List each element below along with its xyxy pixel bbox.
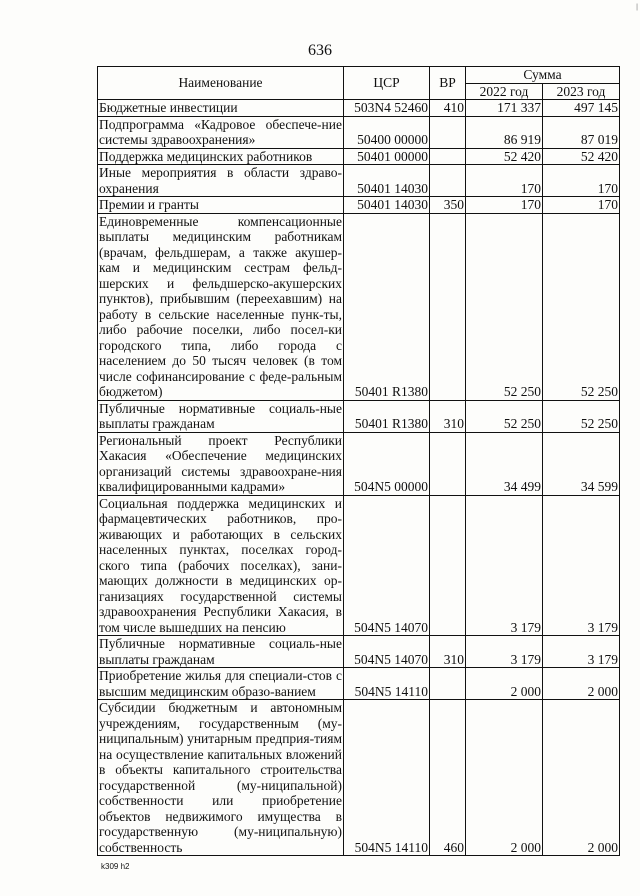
table-header bbox=[98, 67, 620, 100]
row-sum-2022: 3 179 bbox=[466, 495, 543, 636]
table-row bbox=[98, 148, 620, 165]
row-sum-2023: 34 599 bbox=[543, 432, 620, 495]
table-row bbox=[98, 700, 620, 856]
row-sum-2022: 3 179 bbox=[466, 636, 543, 668]
row-name: Бюджетные инвестиции bbox=[98, 100, 344, 117]
row-csr: 50401 R1380 bbox=[344, 213, 430, 400]
row-vr: 310 bbox=[430, 636, 466, 668]
row-csr: 504N5 00000 bbox=[344, 432, 430, 495]
row-csr: 50400 00000 bbox=[344, 116, 430, 148]
row-vr bbox=[430, 165, 466, 197]
table-row bbox=[98, 432, 620, 495]
row-name: Публичные нормативные социаль-ные выплаты гражданам bbox=[99, 636, 342, 667]
row-sum-2023: 170 bbox=[543, 165, 620, 197]
row-sum-2022: 52 420 bbox=[466, 148, 543, 165]
row-vr bbox=[430, 668, 466, 700]
table-row bbox=[98, 495, 620, 636]
row-name: Региональный проект Республики Хакасия «Обеспечение медицинских организаций системы здравоохране-ния квалифицированными кадрами» bbox=[99, 432, 342, 494]
row-name: Субсидии бюджетным и автономным учреждениям, государственным (му-ниципальным) унитарным предприя-тиям на осуществление капитальных вложений в объекты капитального строительства государственной (му-ниципальной) собственности или приобретение объектов недвижимого имущества в государственную (му-ниципальную) собственность bbox=[99, 700, 342, 855]
row-sum-2023: 170 bbox=[543, 197, 620, 214]
row-vr bbox=[430, 148, 466, 165]
row-sum-2023: 2 000 bbox=[543, 700, 620, 856]
row-name: Подпрограмма «Кадровое обеспече-ние системы здравоохранения» bbox=[99, 116, 342, 147]
row-vr: 350 bbox=[430, 197, 466, 214]
table-row bbox=[98, 400, 620, 432]
row-sum-2023: 3 179 bbox=[543, 636, 620, 668]
row-name: Единовременные компенсационные выплаты медицинским работникам (врачам, фельдшерам, а также акушер-кам и медицинским сестрам фельд-шерских и фельдшерско-акушерских пунктов), прибывшим (переехавшим) на работу в сельские населенные пунк-ты, либо рабочие поселки, либо посел-ки городского типа, либо города с населением до 50 тысяч человек (в том числе софинансирование с феде-ральным бюджетом) bbox=[99, 213, 342, 399]
row-vr: 410 bbox=[430, 100, 466, 117]
row-sum-2023: 87 019 bbox=[543, 116, 620, 148]
budget-table bbox=[97, 66, 620, 856]
row-csr: 504N5 14110 bbox=[344, 668, 430, 700]
row-sum-2023: 52 250 bbox=[543, 213, 620, 400]
row-csr: 50401 00000 bbox=[344, 148, 430, 165]
row-name: Публичные нормативные социаль-ные выплаты гражданам bbox=[99, 400, 342, 431]
row-vr: 460 bbox=[430, 700, 466, 856]
row-csr: 504N5 14070 bbox=[344, 495, 430, 636]
row-sum-2022: 171 337 bbox=[466, 100, 543, 117]
row-sum-2023: 3 179 bbox=[543, 495, 620, 636]
row-name: Поддержка медицинских работников bbox=[98, 148, 344, 165]
row-sum-2022: 34 499 bbox=[466, 432, 543, 495]
row-csr: 504N5 14110 bbox=[344, 700, 430, 856]
header-row-1 bbox=[98, 67, 620, 84]
row-vr bbox=[430, 213, 466, 400]
row-vr bbox=[430, 432, 466, 495]
row-sum-2022: 52 250 bbox=[466, 400, 543, 432]
header-name: Наименование bbox=[98, 67, 344, 100]
table-row bbox=[98, 197, 620, 214]
row-vr bbox=[430, 116, 466, 148]
row-sum-2023: 2 000 bbox=[543, 668, 620, 700]
row-vr: 310 bbox=[430, 400, 466, 432]
header-year-2022: 2022 год bbox=[466, 83, 543, 100]
row-name: Приобретение жилья для специали-стов с высшим медицинским образо-ванием bbox=[99, 668, 342, 699]
header-vr: ВР bbox=[430, 67, 466, 100]
table-body bbox=[98, 100, 620, 856]
row-vr bbox=[430, 495, 466, 636]
row-name: Иные мероприятия в области здраво-охранения bbox=[99, 165, 342, 196]
table-row bbox=[98, 116, 620, 148]
header-year-2023: 2023 год bbox=[543, 83, 620, 100]
row-sum-2022: 86 919 bbox=[466, 116, 543, 148]
table-row bbox=[98, 100, 620, 117]
header-sum: Сумма bbox=[466, 67, 620, 84]
table-row bbox=[98, 213, 620, 400]
row-csr: 50401 R1380 bbox=[344, 400, 430, 432]
row-name: Социальная поддержка медицинских и фармацевтических работников, про-живающих и работающих в сельских населенных пунктах, поселках город-ского типа (рабочих поселках), зани-мающих должности в медицинских ор-ганизациях государственной системы здравоохранения Республики Хакасия, в том числе вышедших на пенсию bbox=[99, 495, 342, 635]
header-csr: ЦСР bbox=[344, 67, 430, 100]
scan-margin-mark: | bbox=[636, 4, 638, 11]
row-name: Премии и гранты bbox=[98, 197, 344, 214]
row-sum-2022: 170 bbox=[466, 197, 543, 214]
row-csr: 50401 14030 bbox=[344, 197, 430, 214]
row-csr: 504N5 14070 bbox=[344, 636, 430, 668]
row-csr: 503N4 52460 bbox=[344, 100, 430, 117]
row-sum-2023: 497 145 bbox=[543, 100, 620, 117]
row-sum-2022: 2 000 bbox=[466, 700, 543, 856]
row-sum-2022: 52 250 bbox=[466, 213, 543, 400]
page-number: 636 bbox=[308, 42, 332, 59]
table-row bbox=[98, 165, 620, 197]
footer-code: k309 h2 bbox=[101, 862, 130, 871]
table-row bbox=[98, 668, 620, 700]
row-sum-2023: 52 250 bbox=[543, 400, 620, 432]
row-csr: 50401 14030 bbox=[344, 165, 430, 197]
row-sum-2022: 170 bbox=[466, 165, 543, 197]
table-row bbox=[98, 636, 620, 668]
row-sum-2022: 2 000 bbox=[466, 668, 543, 700]
row-sum-2023: 52 420 bbox=[543, 148, 620, 165]
